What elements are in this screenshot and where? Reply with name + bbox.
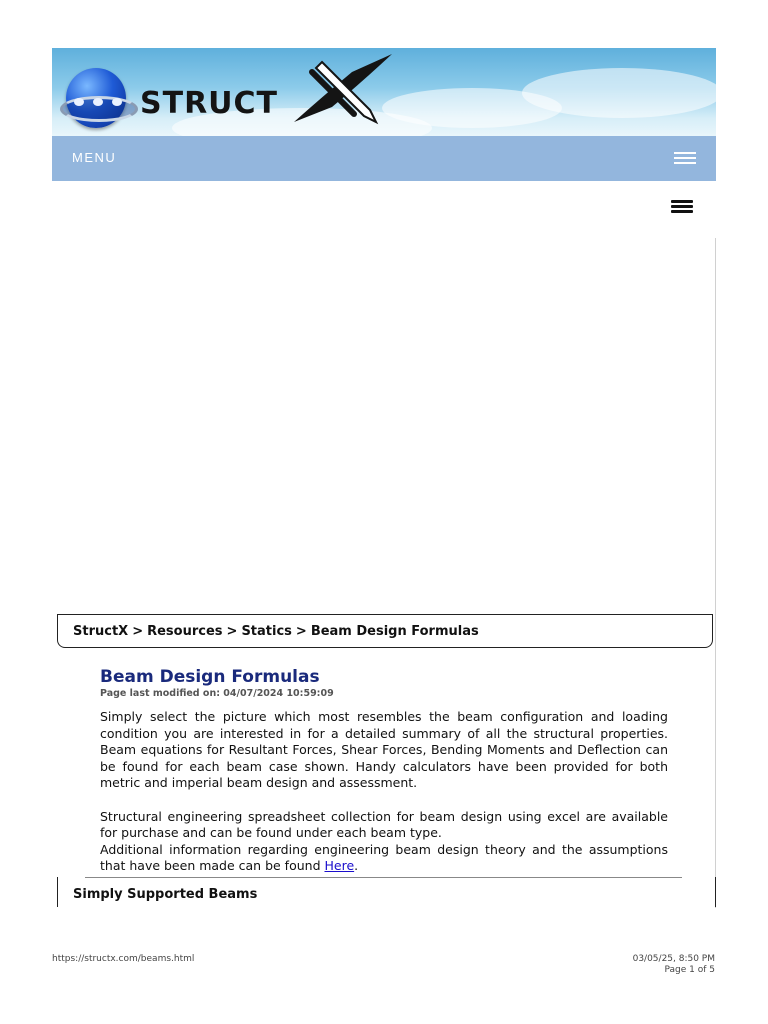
breadcrumb-separator: > [132, 624, 144, 639]
breadcrumb-item[interactable]: StructX [73, 624, 129, 639]
breadcrumb [57, 614, 713, 648]
brand-name: STRUCT [140, 86, 279, 121]
breadcrumb-separator: > [295, 624, 307, 639]
footer-page: Page 1 of 5 [664, 965, 715, 975]
breadcrumb-item[interactable]: Resources [147, 624, 223, 639]
menu-bar[interactable] [52, 136, 716, 181]
footer-meta [633, 954, 715, 976]
cloud-decoration [522, 68, 716, 118]
here-link[interactable]: Here [324, 858, 355, 873]
page-title: Beam Design Formulas [100, 667, 320, 687]
theory-paragraph [100, 842, 668, 875]
article-body [100, 709, 668, 875]
section-title[interactable]: Simply Supported Beams [73, 887, 258, 902]
footer-url: https://structx.com/beams.html [52, 954, 195, 964]
intro-paragraph: Simply select the picture which most resembles the beam configuration and loading condition you are interested in for a detailed summary of all the structural properties. Beam equations for Resultant Forces, Shear Forces, Bending Moments and Deflection can be found for each beam case shown. Handy calculators have been provided for both metric and imperial beam design and assessment. [100, 709, 668, 790]
last-modified: Page last modified on: 04/07/2024 10:59:09 [100, 688, 334, 699]
brand-x-pencil-icon [292, 52, 402, 132]
breadcrumb-item[interactable]: Statics [241, 624, 292, 639]
section-header[interactable] [57, 877, 716, 907]
menu-label[interactable]: MENU [72, 150, 117, 165]
breadcrumb-item[interactable]: Beam Design Formulas [310, 624, 479, 639]
theory-text: Additional information regarding engineering beam design theory and the assumptions that have been made can be found [100, 841, 668, 873]
header-banner [52, 48, 716, 136]
divider [715, 238, 716, 908]
period: . [354, 858, 359, 873]
menu-hamburger-icon[interactable] [674, 152, 696, 164]
footer-datetime: 03/05/25, 8:50 PM [632, 954, 715, 964]
breadcrumb-separator: > [226, 624, 238, 639]
spreadsheet-paragraph: Structural engineering spreadsheet collection for beam design using excel are available for purchase and can be found under each beam type. [100, 808, 668, 840]
logo-dots [74, 98, 122, 108]
hamburger-icon[interactable] [671, 200, 693, 214]
